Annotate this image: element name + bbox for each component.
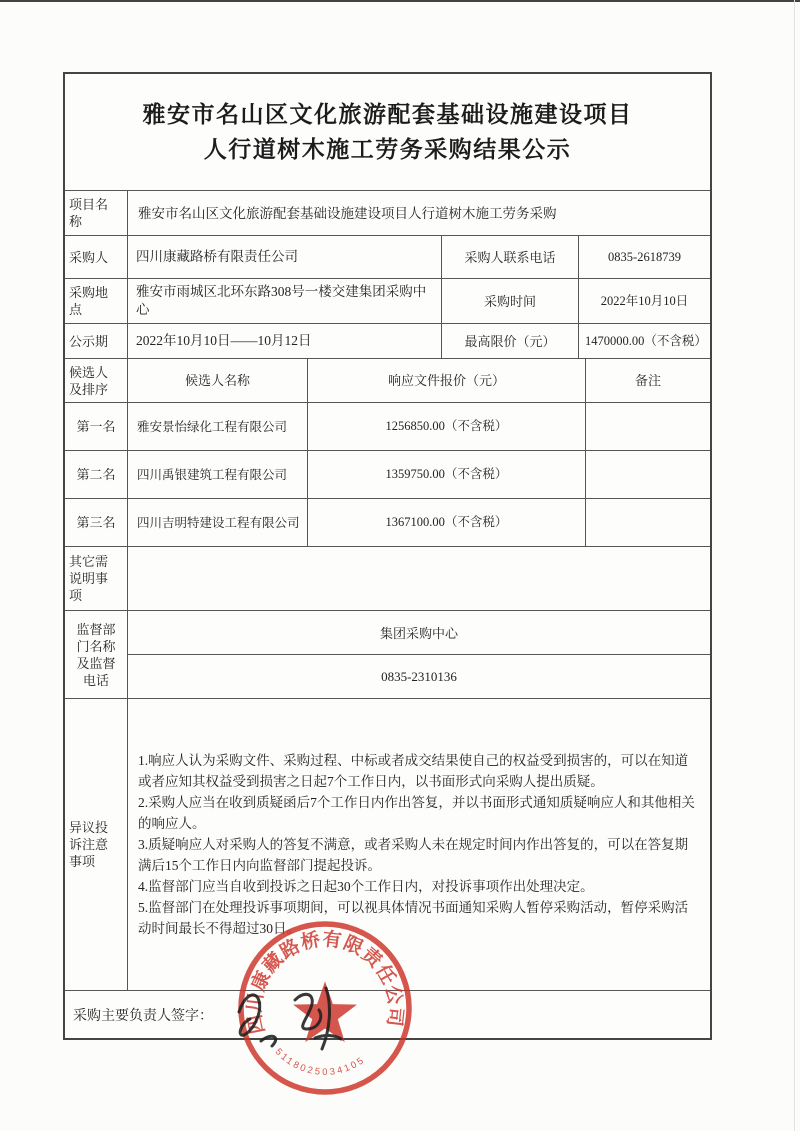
price-limit-label: 最高限价（元）: [441, 324, 578, 358]
candidate-row-1: [65, 402, 710, 450]
objection-item-4: 4.监督部门应当自收到投诉之日起30个工作日内，对投诉事项作出处理决定。: [138, 879, 594, 894]
signature-label: 采购主要负责人签字：: [73, 1008, 213, 1024]
objection-item-1: 1.响应人认为采购文件、采购过程、中标或者成交结果使自己的权益受到损害的，可以在知道或者应知其权益受到损害之日起7个工作日内，以书面形式向采购人提出质疑。: [138, 753, 689, 789]
candidate-rank: 第一名: [76, 419, 116, 434]
candidate-name: 四川禹银建筑工程有限公司: [127, 451, 307, 498]
candidate-price: 1367100.00（不含税）: [307, 499, 585, 546]
project-name-row: [65, 190, 710, 235]
publicity-period-label: 公示期: [69, 333, 109, 349]
title-block: [65, 74, 710, 190]
candidate-remark: [585, 403, 710, 450]
candidates-rank-header: 候选人及排序: [69, 364, 109, 397]
candidate-row-3: [65, 498, 710, 546]
svg-text:5118025034105: [273, 1046, 368, 1078]
seal-number-text: 5118025034105: [272, 1046, 368, 1078]
purchaser-phone-value: 0835-2618739: [578, 236, 710, 278]
supervision-row: [65, 610, 710, 698]
document-title-line-2: 人行道树木施工劳务采购结果公示: [203, 136, 572, 162]
candidate-rank: 第三名: [76, 515, 116, 530]
candidate-name: 雅安景怡绿化工程有限公司: [127, 403, 307, 450]
other-notes-row: [65, 546, 710, 610]
candidate-rank: 第二名: [76, 467, 116, 482]
candidate-price: 1256850.00（不含税）: [307, 403, 585, 450]
supervision-values: [127, 611, 710, 698]
objection-item-5: 5.监督部门在处理投诉事项期间，可以视具体情况书面通知采购人暂停采购活动，暂停采购活动时间最长不得超过30日。: [138, 900, 689, 936]
purchaser-label: 采购人: [69, 249, 109, 265]
supervision-department: 集团采购中心: [379, 626, 458, 641]
purchaser-phone-label: 采购人联系电话: [441, 236, 578, 278]
purchaser-row: [65, 235, 710, 278]
price-limit-value: 1470000.00（不含税）: [578, 324, 710, 358]
purchase-time-label: 采购时间: [441, 279, 578, 323]
publicity-period-value: 2022年10月10日——10月12日: [127, 324, 441, 358]
supervision-phone: 0835-2310136: [128, 654, 710, 698]
other-notes-label: 其它需说明事项: [69, 554, 109, 603]
signature-row: [65, 990, 710, 1038]
project-name-value: 雅安市名山区文化旅游配套基础设施建设项目人行道树木施工劳务采购: [127, 191, 710, 235]
purchase-location-label: 采购地点: [69, 285, 109, 317]
purchase-location-row: [65, 278, 710, 323]
candidates-price-header: 响应文件报价（元）: [307, 359, 585, 402]
purchaser-value: 四川康藏路桥有限责任公司: [127, 236, 441, 278]
scan-edge-artifact-top: [0, 0, 800, 2]
candidate-row-2: [65, 450, 710, 498]
candidate-name: 四川吉明特建设工程有限公司: [127, 499, 307, 546]
procurement-result-table: [63, 72, 712, 1040]
candidates-header-row: [65, 358, 710, 402]
candidate-remark: [585, 499, 710, 546]
purchase-location-value: 雅安市雨城区北环东路308号一楼交建集团采购中心: [127, 279, 441, 323]
document-title-line-1: 雅安市名山区文化旅游配套基础设施建设项目: [142, 101, 633, 127]
candidate-price: 1359750.00（不含税）: [307, 451, 585, 498]
objection-item-3: 3.质疑响应人对采购人的答复不满意，或者采购人未在规定时间内作出答复的，可以在答复期满后15个工作日内向监督部门提起投诉。: [138, 837, 689, 873]
publicity-period-row: [65, 323, 710, 358]
objection-item-2: 2.采购人应当在收到质疑函后7个工作日内作出答复，并以书面形式通知质疑响应人和其他相关的响应人。: [138, 795, 695, 831]
scan-edge-artifact-right: [794, 0, 795, 1131]
candidates-remark-header: 备注: [585, 359, 710, 402]
candidates-name-header: 候选人名称: [127, 359, 307, 402]
objection-notes-text: [127, 699, 710, 990]
other-notes-value: [127, 547, 710, 610]
supervision-label: 监督部门名称及监督电话: [76, 621, 116, 688]
objection-notes-row: [65, 698, 710, 990]
purchase-time-value: 2022年10月10日: [578, 279, 710, 323]
objection-notes-label: 异议投诉注意事项: [69, 820, 109, 869]
seal-company-text: 四川康藏路桥有限责任公司: [244, 929, 406, 1036]
project-name-label: 项目名称: [69, 197, 109, 229]
candidate-remark: [585, 451, 710, 498]
